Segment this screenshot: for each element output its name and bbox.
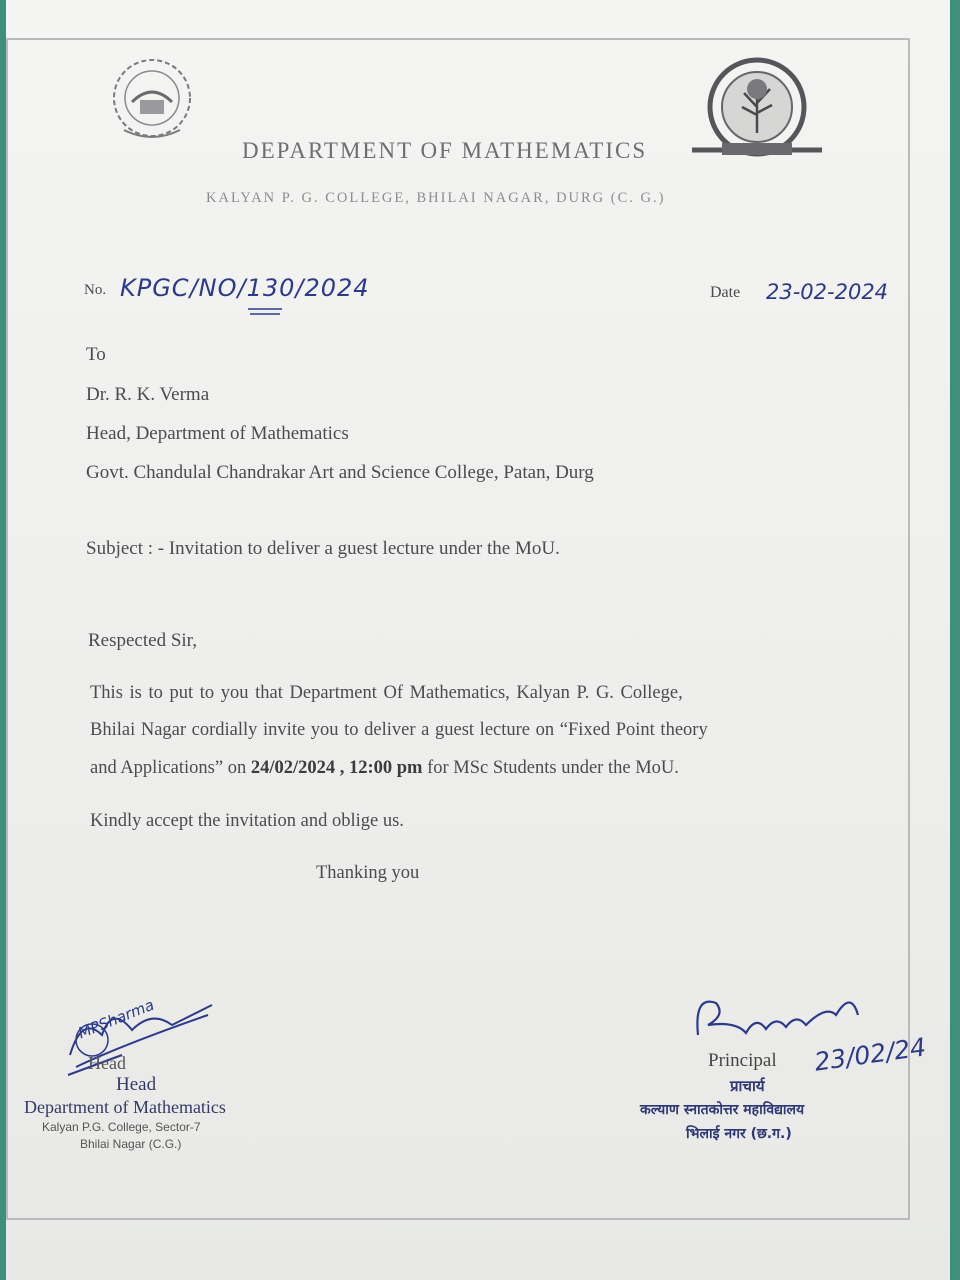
letter-sheet [6,0,950,1280]
body-line-3 [90,758,679,779]
body-line-3-start: and Applications” on [90,758,247,778]
college-emblem-logo [102,52,202,150]
body-line-2: Bhilai Nagar cordially invite you to deliver a guest lecture on “Fixed Point theory [90,720,708,740]
ref-number-handwritten: KPGC/NO/130/2024 [120,274,370,302]
closing-line: Thanking you [316,863,420,883]
principal-stamp-place: भिलाई नगर (छ.ग.) [686,1126,792,1142]
principal-date-handwritten: 23/02/24 [812,1032,928,1077]
recipient-name: Dr. R. K. Verma [86,384,210,405]
lecture-datetime: 24/02/2024 , 12:00 pm [250,758,423,778]
college-seal-logo [682,55,832,163]
body-line-1: This is to put to you that Department Of Mathematics, Kalyan P. G. College, [90,683,683,703]
head-handwritten-label: Head [88,1053,126,1073]
recipient-designation: Head, Department of Mathematics [86,423,349,444]
subject-line: Subject : - Invitation to deliver a guest lecture under the MoU. [86,538,560,559]
department-heading: DEPARTMENT OF MATHEMATICS [242,138,648,163]
principal-label: Principal [708,1050,777,1071]
date-handwritten: 23-02-2024 [766,280,889,304]
head-stamp-college: Kalyan P.G. College, Sector-7 [42,1120,201,1134]
principal-stamp-college: कल्याण स्नातकोत्तर महाविद्यालय [640,1102,805,1118]
head-stamp-department: Department of Mathematics [24,1097,226,1117]
head-stamp-place: Bhilai Nagar (C.G.) [80,1137,182,1151]
ref-no-label: No. [84,282,107,298]
recipient-institution: Govt. Chandulal Chandrakar Art and Science College, Patan, Durg [86,462,594,483]
ref-underline [246,306,286,316]
date-label: Date [710,284,741,301]
to-label: To [86,344,106,365]
head-signature-text: MPSharma [75,995,157,1043]
principal-stamp-title: प्राचार्य [730,1077,765,1095]
head-stamp-title: Head [116,1074,157,1095]
college-address: KALYAN P. G. COLLEGE, BHILAI NAGAR, DURG (C. G.) [206,190,666,206]
body-line-3-end: for MSc Students under the MoU. [427,758,679,778]
salutation: Respected Sir, [88,630,197,651]
request-line: Kindly accept the invitation and oblige us. [90,811,404,831]
